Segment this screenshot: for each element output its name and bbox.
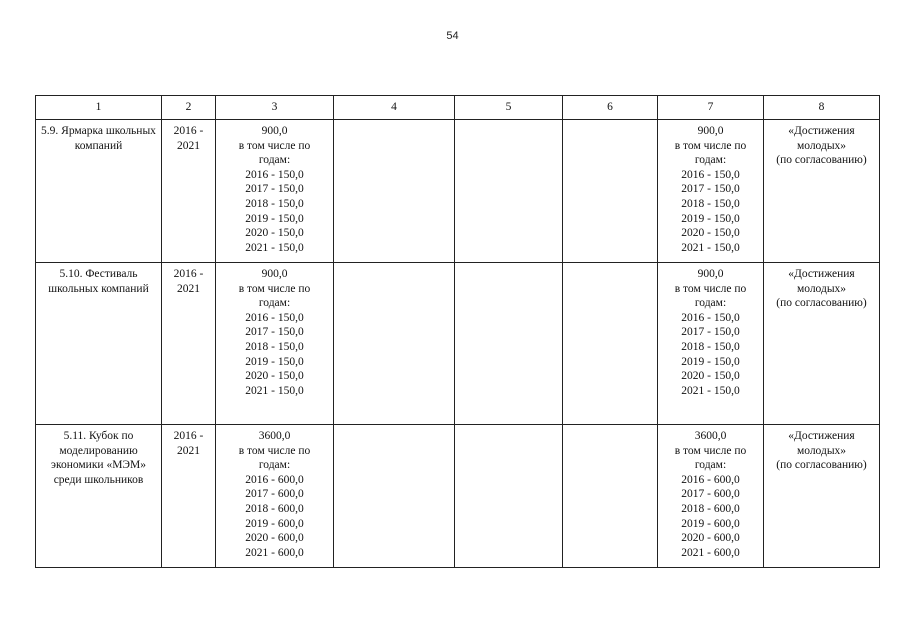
funding-line: 2017 - 150,0 [245, 183, 304, 196]
executor-cell [764, 425, 880, 568]
funding-line: годам: [258, 154, 291, 167]
funding-line: годам: [694, 154, 727, 167]
period-cell [162, 120, 216, 263]
funding-line: 2021 - 150,0 [245, 241, 304, 254]
funding-line: 2018 - 150,0 [245, 197, 304, 210]
funding-line: в том числе по [674, 282, 747, 295]
funding-line: 2019 - 150,0 [681, 212, 740, 225]
empty-cell [563, 425, 658, 568]
period-cell [162, 263, 216, 425]
funding-line: 900,0 [261, 268, 288, 280]
executor-line: «Достижения [788, 430, 855, 442]
executor-cell [764, 263, 880, 425]
executor-line: молодых» [796, 444, 847, 457]
funding-total-cell [216, 120, 334, 263]
executor-line: (по согласованию) [776, 459, 867, 472]
funding-line: 900,0 [261, 125, 288, 137]
funding-line: 2019 - 150,0 [245, 355, 304, 368]
empty-cell [455, 425, 563, 568]
funding-line: 2018 - 150,0 [245, 340, 304, 353]
page-number: 54 [446, 30, 459, 42]
funding-line: 2016 - 150,0 [245, 168, 304, 181]
table-row [36, 263, 880, 425]
funding-line: 900,0 [697, 125, 724, 137]
empty-cell [334, 120, 455, 263]
event-name-cell [36, 120, 162, 263]
executor-line: (по согласованию) [776, 297, 867, 310]
funding-line: 2020 - 600,0 [245, 532, 304, 545]
funding-line: 900,0 [697, 268, 724, 280]
column-header: 6 [563, 96, 658, 120]
funding-source-cell [658, 263, 764, 425]
funding-line: 2020 - 150,0 [245, 370, 304, 383]
funding-line: 2017 - 150,0 [681, 183, 740, 196]
funding-source-cell [658, 120, 764, 263]
period: 2016 - 2021 [173, 125, 204, 152]
funding-line: годам: [694, 297, 727, 310]
funding-line: 2021 - 600,0 [245, 546, 304, 559]
funding-line: 2016 - 150,0 [245, 311, 304, 324]
funding-line: 3600,0 [694, 430, 727, 442]
funding-total-cell [216, 263, 334, 425]
empty-cell [455, 120, 563, 263]
funding-line: 2016 - 600,0 [681, 473, 740, 486]
funding-line: в том числе по [238, 282, 311, 295]
funding-line: в том числе по [238, 139, 311, 152]
funding-line: 2017 - 600,0 [681, 488, 740, 501]
funding-source-cell [658, 425, 764, 568]
funding-line: 2020 - 150,0 [681, 227, 740, 240]
funding-line: 2020 - 150,0 [681, 370, 740, 383]
program-table [35, 95, 880, 568]
event-name: 5.10. Фестиваль школьных компаний [48, 268, 149, 295]
funding-line: годам: [258, 297, 291, 310]
column-header: 3 [216, 96, 334, 120]
funding-line: 2019 - 600,0 [245, 517, 304, 530]
funding-line: 2020 - 600,0 [681, 532, 740, 545]
header-row [36, 96, 880, 120]
column-header: 2 [162, 96, 216, 120]
funding-line: 2021 - 600,0 [681, 546, 740, 559]
period: 2016 - 2021 [173, 430, 204, 457]
column-header: 7 [658, 96, 764, 120]
executor-line: «Достижения [788, 268, 855, 280]
event-name: 5.9. Ярмарка школьных компаний [41, 125, 156, 152]
executor-line: (по согласованию) [776, 154, 867, 167]
empty-cell [334, 263, 455, 425]
event-name-cell [36, 263, 162, 425]
funding-line: 2018 - 150,0 [681, 340, 740, 353]
funding-line: в том числе по [674, 444, 747, 457]
funding-line: 2018 - 600,0 [681, 502, 740, 515]
funding-line: 2016 - 150,0 [681, 311, 740, 324]
funding-line: 2019 - 150,0 [681, 355, 740, 368]
funding-line: годам: [694, 459, 727, 472]
table-row [36, 120, 880, 263]
period: 2016 - 2021 [173, 268, 204, 295]
funding-line: 3600,0 [258, 430, 291, 442]
funding-line: 2018 - 150,0 [681, 197, 740, 210]
executor-line: молодых» [796, 139, 847, 152]
executor-cell [764, 120, 880, 263]
funding-line: 2021 - 150,0 [681, 384, 740, 397]
funding-line: 2021 - 150,0 [245, 384, 304, 397]
event-name: 5.11. Кубок по моделированию экономики «МЭМ» среди школьников [51, 430, 146, 486]
empty-cell [563, 120, 658, 263]
funding-line: 2017 - 150,0 [681, 326, 740, 339]
funding-line: 2019 - 600,0 [681, 517, 740, 530]
column-header: 8 [764, 96, 880, 120]
funding-line: годам: [258, 459, 291, 472]
funding-line: в том числе по [674, 139, 747, 152]
empty-cell [334, 425, 455, 568]
column-header: 1 [36, 96, 162, 120]
event-name-cell [36, 425, 162, 568]
funding-total-cell [216, 425, 334, 568]
executor-line: молодых» [796, 282, 847, 295]
funding-line: 2020 - 150,0 [245, 227, 304, 240]
funding-line: 2017 - 150,0 [245, 326, 304, 339]
empty-cell [563, 263, 658, 425]
column-header: 5 [455, 96, 563, 120]
empty-cell [455, 263, 563, 425]
funding-line: 2017 - 600,0 [245, 488, 304, 501]
period-cell [162, 425, 216, 568]
funding-line: 2019 - 150,0 [245, 212, 304, 225]
table-row [36, 425, 880, 568]
column-header: 4 [334, 96, 455, 120]
funding-line: 2016 - 150,0 [681, 168, 740, 181]
funding-line: 2018 - 600,0 [245, 502, 304, 515]
funding-line: 2021 - 150,0 [681, 241, 740, 254]
funding-line: в том числе по [238, 444, 311, 457]
executor-line: «Достижения [788, 125, 855, 137]
funding-line: 2016 - 600,0 [245, 473, 304, 486]
